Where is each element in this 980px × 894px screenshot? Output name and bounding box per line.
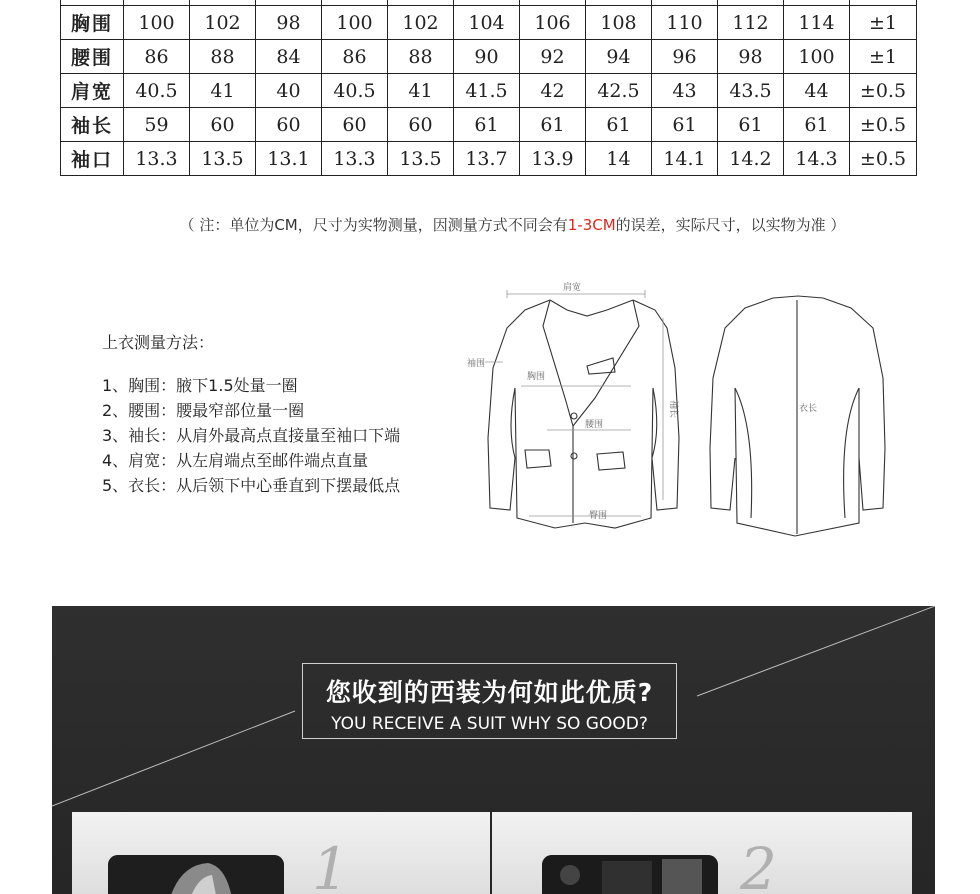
feature-panel-2	[492, 812, 912, 894]
row-header: 腰围	[61, 40, 124, 74]
table-cell: 60	[322, 108, 388, 142]
table-cell: 43.5	[718, 74, 784, 108]
table-cell: 41	[190, 74, 256, 108]
method-item-chest: 1、胸围：腋下1.5处量一圈	[102, 376, 298, 395]
table-cell: 61	[718, 108, 784, 142]
table-cell: 44	[784, 74, 850, 108]
feature-number-2: 2	[740, 835, 777, 894]
table-cell: 60	[388, 108, 454, 142]
measurement-note	[0, 214, 980, 235]
table-cell: 13.7	[454, 142, 520, 176]
table-row	[61, 74, 917, 108]
banner-title: 您收到的西装为何如此优质?	[325, 678, 654, 707]
table-cell: 43	[652, 74, 718, 108]
table-cell: 96	[652, 40, 718, 74]
note-error-range: 1-3CM	[567, 216, 616, 234]
table-cell: 92	[520, 40, 586, 74]
feature-photo-2	[542, 855, 718, 894]
table-cell: 86	[322, 40, 388, 74]
method-title: 上衣测量方法：	[102, 333, 215, 352]
table-cell: 102	[190, 6, 256, 40]
table-cell: 86	[124, 40, 190, 74]
table-cell: 42.5	[586, 74, 652, 108]
method-item-length: 5、衣长：从后领下中心垂直到下摆最低点	[102, 476, 401, 495]
table-cell: 14.1	[652, 142, 718, 176]
size-table	[60, 0, 917, 176]
tolerance-cell: ±0.5	[850, 74, 917, 108]
quality-banner	[52, 606, 935, 894]
feature-photo-1	[108, 855, 284, 894]
table-cell: 13.1	[256, 142, 322, 176]
table-cell: 14.2	[718, 142, 784, 176]
tolerance-cell: ±1	[850, 40, 917, 74]
table-cell: 13.9	[520, 142, 586, 176]
table-row	[61, 142, 917, 176]
method-item-sleeve: 3、袖长：从肩外最高点直接量至袖口下端	[102, 426, 401, 445]
banner-subtitle: YOU RECEIVE A SUIT WHY SO GOOD?	[331, 714, 648, 734]
table-row	[61, 108, 917, 142]
table-cell: 108	[586, 6, 652, 40]
table-cell: 104	[454, 6, 520, 40]
table-cell: 98	[718, 40, 784, 74]
table-cell: 13.3	[322, 142, 388, 176]
table-cell: 60	[256, 108, 322, 142]
table-cell: 60	[190, 108, 256, 142]
table-cell: 14	[586, 142, 652, 176]
table-cell: 61	[454, 108, 520, 142]
table-cell: 61	[520, 108, 586, 142]
feature-panel-1	[72, 812, 490, 894]
label-hip: 臀围	[589, 511, 608, 521]
row-header: 袖口	[61, 142, 124, 176]
banner-title-box	[302, 663, 677, 739]
table-cell: 114	[784, 6, 850, 40]
table-row	[61, 6, 917, 40]
table-cell: 42	[520, 74, 586, 108]
label-armhole: 袖围	[467, 359, 486, 369]
table-cell: 102	[388, 6, 454, 40]
table-cell: 61	[586, 108, 652, 142]
table-cell: 90	[454, 40, 520, 74]
table-cell: 41.5	[454, 74, 520, 108]
tolerance-cell: ±1	[850, 6, 917, 40]
suit-measurement-diagram	[455, 278, 905, 548]
front-jacket-drawing	[488, 300, 679, 528]
table-cell: 59	[124, 108, 190, 142]
table-cell: 88	[388, 40, 454, 74]
note-text-after: 的误差，实际尺寸，以实物为准 ）	[615, 216, 846, 234]
table-cell: 88	[190, 40, 256, 74]
table-cell: 100	[124, 6, 190, 40]
table-cell: 112	[718, 6, 784, 40]
table-cell: 94	[586, 40, 652, 74]
table-cell: 98	[256, 6, 322, 40]
note-text-before: （ 注：单位为CM，尺寸为实物测量，因测量方式不同会有	[179, 216, 568, 234]
table-cell: 100	[784, 40, 850, 74]
row-header: 袖长	[61, 108, 124, 142]
table-cell: 13.3	[124, 142, 190, 176]
table-cell: 61	[784, 108, 850, 142]
label-shoulder: 肩宽	[563, 283, 582, 293]
table-cell: 41	[388, 74, 454, 108]
tolerance-cell: ±0.5	[850, 142, 917, 176]
table-cell: 13.5	[190, 142, 256, 176]
label-length: 衣长	[799, 404, 818, 414]
table-cell: 40.5	[322, 74, 388, 108]
table-cell: 100	[322, 6, 388, 40]
row-header: 肩宽	[61, 74, 124, 108]
table-cell: 14.3	[784, 142, 850, 176]
measurement-method	[102, 330, 400, 498]
table-cell: 106	[520, 6, 586, 40]
table-cell: 40.5	[124, 74, 190, 108]
row-header: 胸围	[61, 6, 124, 40]
label-waist: 腰围	[585, 420, 604, 430]
tolerance-cell: ±0.5	[850, 108, 917, 142]
feature-number-1: 1	[312, 835, 349, 894]
table-cell: 61	[652, 108, 718, 142]
label-chest: 胸围	[527, 372, 546, 382]
table-cell: 84	[256, 40, 322, 74]
table-cell: 110	[652, 6, 718, 40]
table-row	[61, 40, 917, 74]
table-cell: 13.5	[388, 142, 454, 176]
method-item-shoulder: 4、肩宽：从左肩端点至邮件端点直量	[102, 451, 369, 470]
method-item-waist: 2、腰围：腰最窄部位量一圈	[102, 401, 305, 420]
table-cell: 40	[256, 74, 322, 108]
back-jacket-drawing	[710, 296, 885, 536]
label-sleeve: 袖长	[668, 400, 678, 419]
